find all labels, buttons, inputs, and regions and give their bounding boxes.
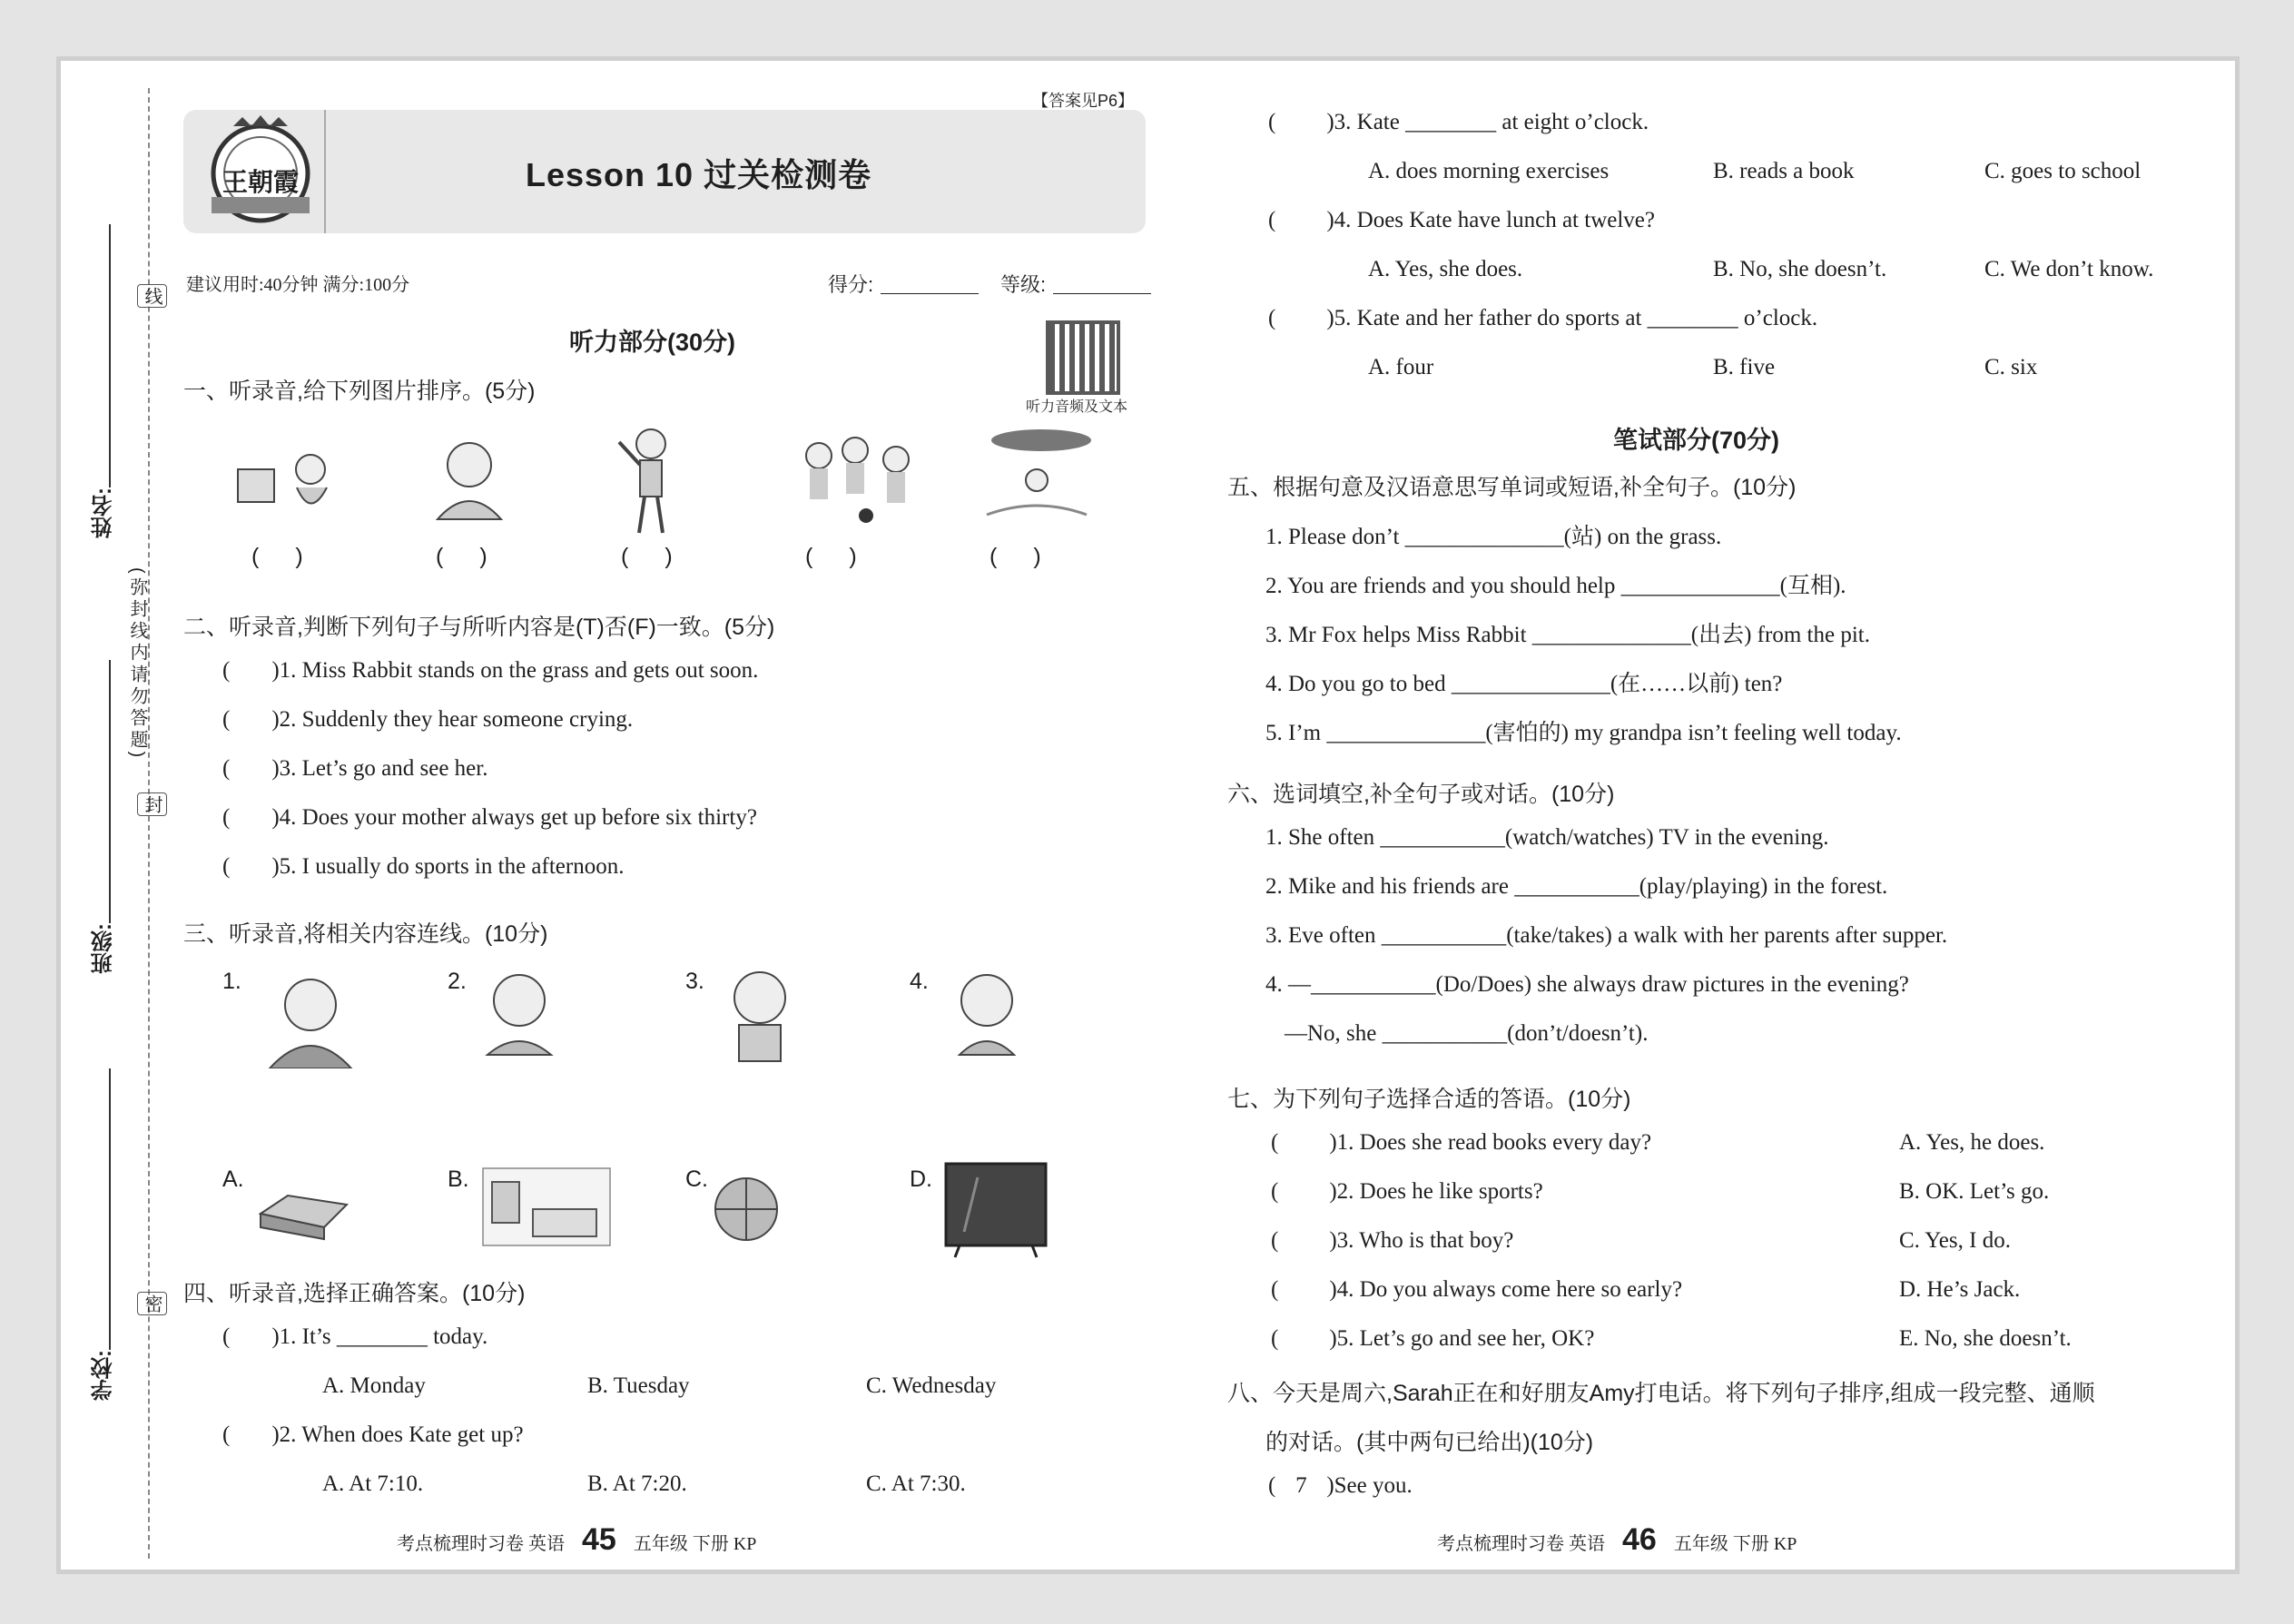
choice-q3[interactable]: ( )3. Kate ________ at eight o’clock. (1268, 110, 1649, 134)
footer-left (397, 1522, 756, 1558)
choice-q4-opt-b[interactable]: B. No, she doesn’t. (1713, 257, 1887, 281)
select-word-3[interactable]: 3. Eve often ___________(take/takes) a walk with her parents after supper. (1265, 923, 1948, 948)
judge-item-1[interactable]: ( )1. Miss Rabbit stands on the grass and gets out soon. (222, 658, 759, 683)
margin-class-line (109, 660, 111, 923)
grade-field[interactable] (1053, 293, 1151, 294)
margin-name-line (109, 224, 111, 487)
thing-label-a: A. (222, 1166, 244, 1192)
choice-q1-opt-b[interactable]: B. Tuesday (587, 1373, 690, 1398)
logo-text: 王朝霞 (222, 169, 300, 197)
order-blank-4[interactable]: ( ) (805, 544, 857, 569)
choice-q1-opt-a[interactable]: A. Monday (322, 1373, 426, 1398)
order-blank-2[interactable]: ( ) (436, 544, 487, 569)
judge-item-4[interactable]: ( )4. Does your mother always get up before six thirty? (222, 805, 757, 830)
match-answer-a: A. Yes, he does. (1899, 1130, 2045, 1155)
person-woman[interactable] (478, 964, 560, 1068)
thing-label-b: B. (448, 1166, 469, 1192)
margin-no-answer-note: (弥封线内请勿答题) (127, 567, 147, 762)
section-5-title: 五、根据句意及汉语意思写单词或短语,补全句子。(10分) (1227, 475, 1797, 500)
choice-q1[interactable]: ( )1. It’s ________ today. (222, 1324, 488, 1349)
match-answer-b: B. OK. Let’s go. (1899, 1179, 2050, 1204)
fill-word-5[interactable]: 5. I’m ______________(害怕的) my grandpa isn’t feeling well today. (1265, 721, 1902, 745)
person-label-2: 2. (448, 969, 467, 994)
order-blank-3[interactable]: ( ) (621, 544, 673, 569)
footer-right-grade: 五年级 下册 KP (1673, 1534, 1797, 1554)
margin-school-line (109, 1068, 111, 1350)
listening-title: 听力部分(30分) (569, 329, 736, 356)
thing-label-d: D. (910, 1166, 932, 1192)
match-answer-c: C. Yes, I do. (1899, 1228, 2011, 1253)
choice-q5-opt-c[interactable]: C. six (1984, 355, 2038, 379)
choice-q4[interactable]: ( )4. Does Kate have lunch at twelve? (1268, 208, 1655, 232)
picture-girl-at-desk (419, 428, 519, 533)
grade-label: 等级: (1000, 273, 1047, 296)
page-number-right: 46 (1622, 1522, 1657, 1557)
match-answer-e: E. No, she doesn’t. (1899, 1326, 2072, 1351)
fill-word-3[interactable]: 3. Mr Fox helps Miss Rabbit ______________(出去) from the pit. (1265, 623, 1870, 647)
qr-caption: 听力音频及文本 (1026, 399, 1128, 415)
page-number-left: 45 (582, 1522, 616, 1557)
choice-q1-opt-c[interactable]: C. Wednesday (866, 1373, 997, 1398)
score-label: 得分: (828, 273, 874, 296)
section-6-title: 六、选词填空,补全句子或对话。(10分) (1227, 782, 1615, 807)
choice-q5[interactable]: ( )5. Kate and her father do sports at ________ o’clock. (1268, 306, 1818, 330)
choice-q3-opt-b[interactable]: B. reads a book (1713, 159, 1855, 183)
margin-class-label: 班级: (92, 923, 116, 974)
person-label-1: 1. (222, 969, 241, 994)
footer-left-grade: 五年级 下册 KP (633, 1534, 757, 1554)
choice-q4-opt-a[interactable]: A. Yes, she does. (1368, 257, 1523, 281)
match-answer-d: D. He’s Jack. (1899, 1277, 2021, 1302)
order-blank-1[interactable]: ( ) (251, 544, 303, 569)
dialogue-line-7[interactable]: ( 7 )See you. (1268, 1473, 1413, 1498)
choice-q5-opt-b[interactable]: B. five (1713, 355, 1776, 379)
section-4-title: 四、听录音,选择正确答案。(10分) (183, 1281, 526, 1306)
choice-q3-opt-c[interactable]: C. goes to school (1984, 159, 2141, 183)
choice-q2-opt-b[interactable]: B. At 7:20. (587, 1471, 687, 1496)
thing-label-c: C. (685, 1166, 708, 1192)
choice-q4-opt-c[interactable]: C. We don’t know. (1984, 257, 2154, 281)
fill-word-1[interactable]: 1. Please don’t ______________(站) on the grass. (1265, 525, 1722, 549)
picture-boy-exercising (610, 424, 692, 542)
footer-left-series: 考点梳理时习卷 英语 (397, 1534, 565, 1554)
choice-q2-opt-a[interactable]: A. At 7:10. (322, 1471, 424, 1496)
margin-school-label: 学校: (92, 1350, 116, 1401)
person-boy[interactable] (719, 960, 801, 1068)
logo-divider (324, 110, 326, 233)
section-3-title: 三、听录音,将相关内容连线。(10分) (183, 921, 548, 947)
score-field[interactable] (881, 293, 979, 294)
choice-q2-opt-c[interactable]: C. At 7:30. (866, 1471, 966, 1496)
answer-reference: 【答案见P6】 (1032, 92, 1135, 110)
picture-watching-tv (229, 433, 347, 537)
qr-code[interactable] (1046, 320, 1120, 395)
margin-line-label: 线 (137, 284, 167, 308)
thing-tv[interactable] (941, 1159, 1050, 1264)
footer-right-series: 考点梳理时习卷 英语 (1437, 1534, 1605, 1554)
select-word-1[interactable]: 1. She often ___________(watch/watches) TV in the evening. (1265, 825, 1829, 850)
select-word-4[interactable]: 4. —___________(Do/Does) she always draw pictures in the evening? (1265, 972, 1909, 997)
thing-basketball[interactable] (710, 1173, 783, 1250)
exam-sheet (56, 56, 2240, 1574)
person-grandpa[interactable] (261, 969, 360, 1073)
match-item-5[interactable]: ( )5. Let’s go and see her, OK? (1271, 1326, 1595, 1351)
judge-item-3[interactable]: ( )3. Let’s go and see her. (222, 756, 488, 781)
margin-seal-label: 封 (137, 792, 167, 816)
picture-boys-football (783, 428, 928, 533)
person-girl[interactable] (946, 964, 1028, 1068)
footer-right (1437, 1522, 1797, 1558)
section-8-title-cont: 的对话。(其中两句已给出)(10分) (1265, 1430, 1594, 1455)
choice-q3-opt-a[interactable]: A. does morning exercises (1368, 159, 1610, 183)
section-8-title: 八、今天是周六,Sarah正在和好朋友Amy打电话。将下列句子排序,组成一段完整、通顺 (1227, 1381, 2095, 1406)
thing-bedroom[interactable] (478, 1159, 615, 1255)
select-word-2[interactable]: 2. Mike and his friends are ___________(play/playing) in the forest. (1265, 874, 1888, 899)
judge-item-2[interactable]: ( )2. Suddenly they hear someone crying. (222, 707, 634, 732)
judge-item-5[interactable]: ( )5. I usually do sports in the afternoon. (222, 854, 625, 879)
person-label-4: 4. (910, 969, 929, 994)
choice-q2[interactable]: ( )2. When does Kate get up? (222, 1422, 524, 1447)
match-item-2[interactable]: ( )2. Does he like sports? (1271, 1179, 1543, 1204)
dialogue-line-7-number: 7 (1295, 1473, 1307, 1498)
choice-q5-opt-a[interactable]: A. four (1368, 355, 1434, 379)
writing-title: 笔试部分(70分) (1613, 427, 1780, 454)
match-item-3[interactable]: ( )3. Who is that boy? (1271, 1228, 1514, 1253)
select-word-4-reply[interactable]: —No, she ___________(don’t/doesn’t). (1285, 1021, 1649, 1046)
thing-book[interactable] (251, 1177, 351, 1245)
fill-word-4[interactable]: 4. Do you go to bed ______________(在……以前) ten? (1265, 672, 1783, 696)
person-label-3: 3. (685, 969, 704, 994)
margin-name-label: 姓名: (92, 487, 116, 538)
time-info: 建议用时:40分钟 满分:100分 (186, 275, 410, 295)
fill-word-2[interactable]: 2. You are friends and you should help ______________(互相). (1265, 574, 1846, 598)
match-item-1[interactable]: ( )1. Does she read books every day? (1271, 1130, 1652, 1155)
picture-girl-outdoors (978, 424, 1096, 528)
section-2-title: 二、听录音,判断下列句子与所听内容是(T)否(F)一致。(5分) (183, 615, 775, 640)
section-7-title: 七、为下列句子选择合适的答语。(10分) (1227, 1087, 1631, 1112)
page-title: Lesson 10 过关检测卷 (526, 156, 872, 193)
section-1-title: 一、听录音,给下列图片排序。(5分) (183, 379, 536, 404)
binding-dashed-line (148, 88, 150, 1559)
margin-secret-label: 密 (137, 1292, 167, 1315)
match-item-4[interactable]: ( )4. Do you always come here so early? (1271, 1277, 1683, 1302)
order-blank-5[interactable]: ( ) (989, 544, 1041, 569)
